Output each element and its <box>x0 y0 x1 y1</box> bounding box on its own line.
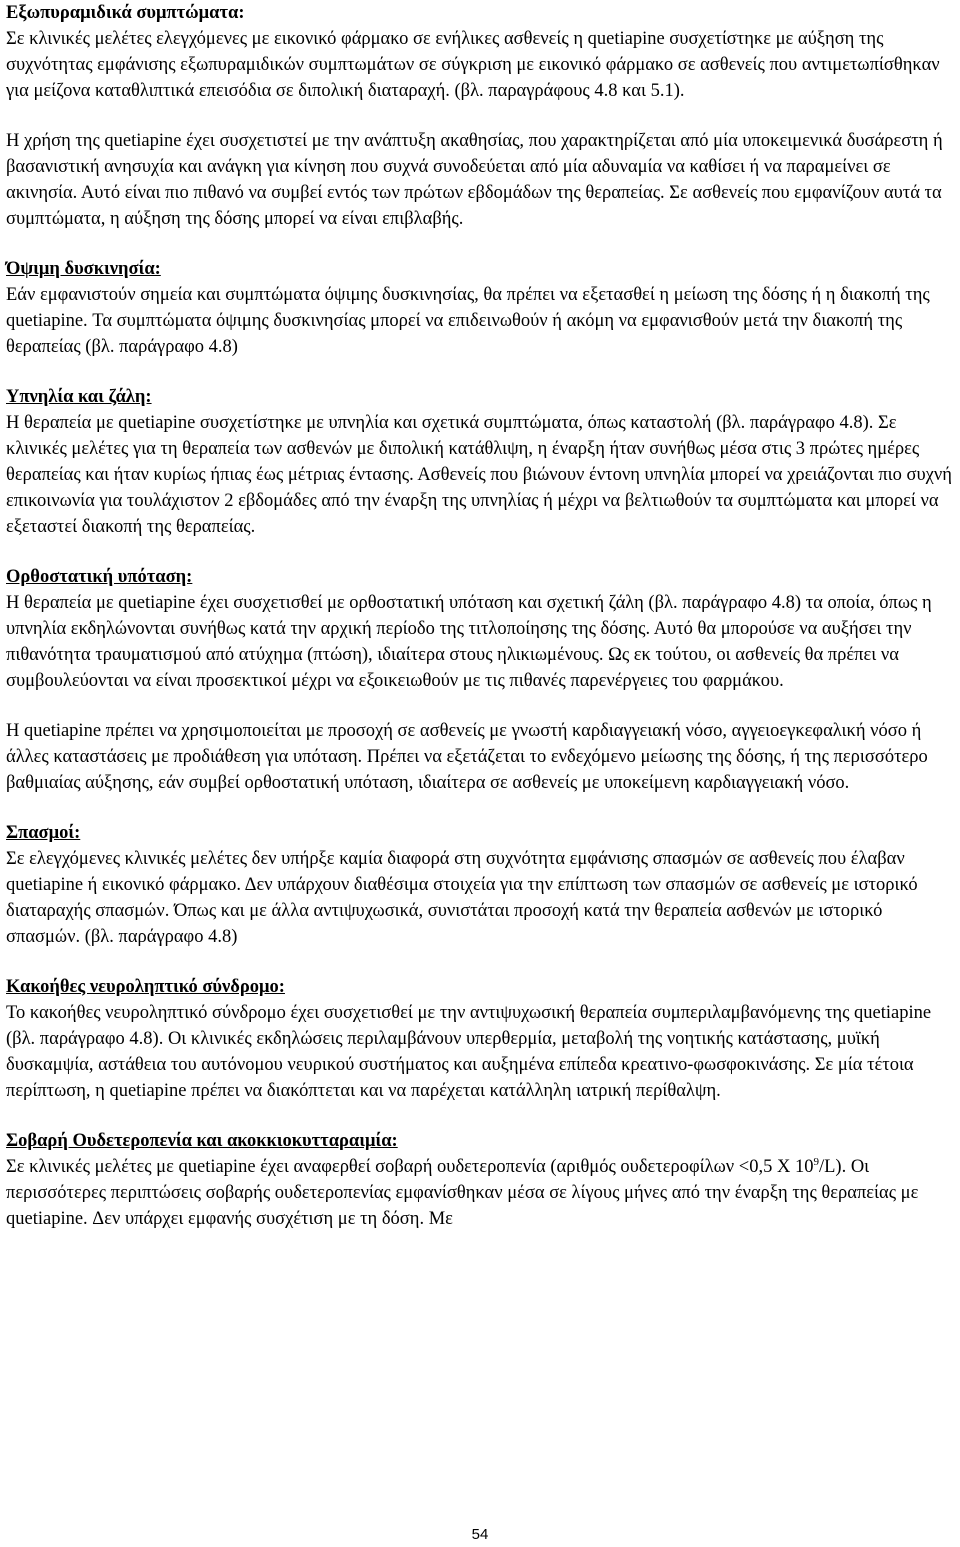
document-body <box>6 0 956 1256</box>
section-heading: Σπασμοί: <box>6 823 81 843</box>
section-nms <box>6 974 956 1104</box>
section-orthostatic-caution <box>6 718 956 796</box>
section-seizures <box>6 820 956 950</box>
section-heading: Εξωπυραμιδικά συμπτώματα: <box>6 3 245 23</box>
paragraph: Η χρήση της quetiapine έχει συσχετιστεί με την ανάπτυξη ακαθησίας, που χαρακτηρίζεται από μία υποκειμενικά δυσάρεστη ή βασανιστική ανησυχία και ανάγκη για κίνηση που συχνά συνοδεύεται από μία αδυναμία να καθίσει ή να παραμείνει σε ακινησία. Αυτό είναι πιο πιθανό να συμβεί εντός των πρώτων εβδομάδων της θεραπείας. Σε ασθενείς που εμφανίζουν αυτά τα συμπτώματα, η αύξηση της δόσης μπορεί να είναι επιβλαβής. <box>6 131 943 229</box>
paragraph: Το κακοήθες νευροληπτικό σύνδρομο έχει συσχετισθεί με την αντιψυχωσική θεραπεία συμπεριλαμβανόμενης της quetiapine (βλ. παράγραφο 4.8). Οι κλινικές εκδηλώσεις περιλαμβάνουν υπερθερμία, μεταβολή της νοητικής κατάστασης, μυϊκή δυσκαμψία, αστάθεια του αυτόνομου νευρικού συστήματος και αυξημένα επίπεδα κρεατινο-φωσφοκινάσης. Σε μία τέτοια περίπτωση, η quetiapine πρέπει να διακόπτεται και να παρέχεται κατάλληλη ιατρική περίθαλψη. <box>6 1003 932 1101</box>
paragraph: Σε ελεγχόμενες κλινικές μελέτες δεν υπήρξε καμία διαφορά στη συχνότητα εμφάνισης σπασμών σε ασθενείς που έλαβαν quetiapine ή εικονικό φάρμακο. Δεν υπάρχουν διαθέσιμα στοιχεία για την επίπτωση των σπασμών σε ασθενείς με ιστορικό διαταραχής σπασμών. Όπως και με άλλα αντιψυχωσικά, συνιστάται προσοχή κατά την θεραπεία ασθενών με ιστορικό σπασμών. (βλ. παράγραφο 4.8) <box>6 849 918 947</box>
superscript-exponent: 9 <box>813 1155 819 1168</box>
section-akathisia <box>6 128 956 232</box>
section-orthostatic-hypotension <box>6 564 956 694</box>
section-tardive-dyskinesia <box>6 256 956 360</box>
paragraph-text: Σε κλινικές μελέτες με quetiapine έχει αναφερθεί σοβαρή ουδετεροπενία (αριθμός ουδετεροφίλων <0,5 Χ 10 <box>6 1157 814 1177</box>
section-heading: Ορθοστατική υπόταση: <box>6 567 193 587</box>
page-number: 54 <box>471 1526 489 1543</box>
paragraph: Η θεραπεία με quetiapine συσχετίστηκε με υπνηλία και σχετικά συμπτώματα, όπως καταστολή (βλ. παράγραφο 4.8). Σε κλινικές μελέτες για τη θεραπεία των ασθενών με διπολική κατάθλιψη, η έναρξη ήταν συνήθως μέσα στις 3 πρώτες ημέρες θεραπείας και ήταν κυρίως ήπιας έως μέτριας έντασης. Ασθενείς που βιώνουν έντονη υπνηλία μπορεί να χρειάζονται πιο συχνή επικοινωνία για τουλάχιστον 2 εβδομάδες από την έναρξη της υπνηλίας ή μέχρι να βελτιωθούν τα συμπτώματα και μπορεί να εξεταστεί διακοπή της θεραπείας. <box>6 413 952 537</box>
section-heading: Όψιμη δυσκινησία: <box>6 259 161 279</box>
paragraph <box>6 1154 956 1232</box>
section-neutropenia <box>6 1128 956 1232</box>
paragraph: Σε κλινικές μελέτες ελεγχόμενες με εικονικό φάρμακο σε ενήλικες ασθενείς η quetiapine συσχετίστηκε με αύξηση της συχνότητας εμφάνισης εξωπυραμιδικών συμπτωμάτων σε σύγκριση με εικονικό φάρμακο σε ασθενείς που αντιμετωπίσθηκαν για μείζονα καταθλιπτικά επεισόδια σε διπολική διαταραχή. (βλ. παραγράφους 4.8 και 5.1). <box>6 29 940 101</box>
section-somnolence <box>6 384 956 540</box>
paragraph-text: /L). Οι περισσότερες περιπτώσεις σοβαρής ουδετεροπενίας εμφανίσθηκαν μέσα σε λίγους μήνες από την έναρξη της θεραπείας με quetiapine. Δεν υπάρχει εμφανής συσχέτιση με τη δόση. Με <box>6 1157 919 1229</box>
section-heading: Υπνηλία και ζάλη: <box>6 387 152 407</box>
section-heading: Σοβαρή Ουδετεροπενία και ακοκκιοκυτταραιμία: <box>6 1131 398 1151</box>
section-extrapyramidal <box>6 0 956 104</box>
paragraph: Η quetiapine πρέπει να χρησιμοποιείται με προσοχή σε ασθενείς με γνωστή καρδιαγγειακή νόσο, αγγειοεγκεφαλική νόσο ή άλλες καταστάσεις με προδιάθεση για υπόταση. Πρέπει να εξετάζεται το ενδεχόμενο μείωσης της δόσης, ή της περισσότερο βαθμιαίας αύξησης, εάν συμβεί ορθοστατική υπόταση, ιδιαίτερα σε ασθενείς με υποκείμενη καρδιαγγειακή νόσο. <box>6 721 928 793</box>
section-heading: Κακοήθες νευροληπτικό σύνδρομο: <box>6 977 285 997</box>
paragraph: Εάν εμφανιστούν σημεία και συμπτώματα όψιμης δυσκινησίας, θα πρέπει να εξετασθεί η μείωση της δόσης ή η διακοπή της quetiapine. Τα συμπτώματα όψιμης δυσκινησίας μπορεί να επιδεινωθούν ή ακόμη να εμφανισθούν μετά την διακοπή της θεραπείας (βλ. παράγραφο 4.8) <box>6 285 930 357</box>
paragraph: Η θεραπεία με quetiapine έχει συσχετισθεί με ορθοστατική υπόταση και σχετική ζάλη (βλ. παράγραφο 4.8) τα οποία, όπως η υπνηλία εκδηλώνονται συνήθως κατά την αρχική περίοδο της τιτλοποίησης της δόσης. Αυτό θα μπορούσε να αυξήσει την πιθανότητα τραυματισμού από ατύχημα (πτώση), ιδιαίτερα στους ηλικιωμένους. Ως εκ τούτου, οι ασθενείς θα πρέπει να συμβουλεύονται να είναι προσεκτικοί μέχρι να εξοικειωθούν με τις πιθανές παρενέργειες του φαρμάκου. <box>6 593 932 691</box>
